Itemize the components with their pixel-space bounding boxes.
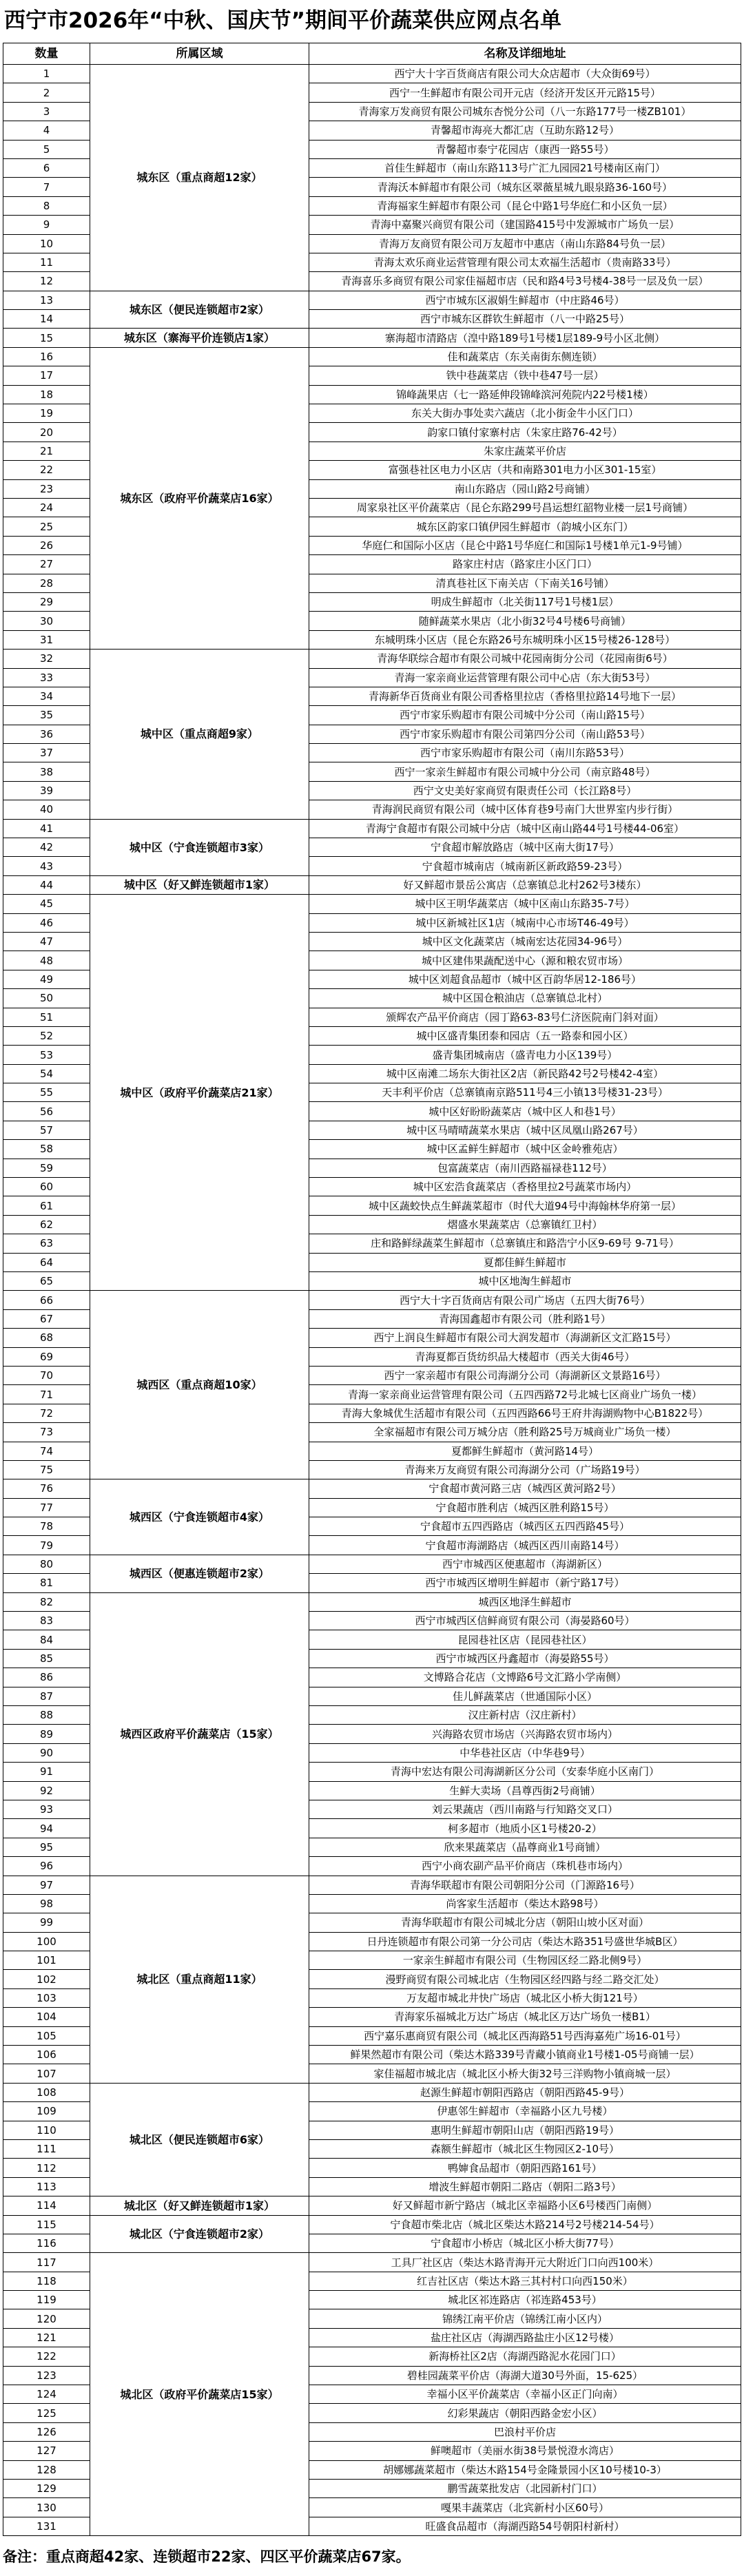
row-number: 28 (3, 574, 90, 593)
store-name-address: 西宁市城东区淑娟生鲜超市（中庄路46号） (309, 291, 741, 310)
store-name-address: 青海家万发商贸有限公司城东杏悦分公司（八一东路177号一楼ZB101） (309, 103, 741, 121)
store-name-address: 韵家口镇付家寨村店（朱家庄路76-42号） (309, 423, 741, 442)
store-name-address: 城中区南滩二场东大街社区2店（新民路42号2号楼42-4室） (309, 1065, 741, 1083)
row-number: 19 (3, 404, 90, 423)
row-number: 47 (3, 933, 90, 951)
row-number: 58 (3, 1140, 90, 1159)
row-number: 46 (3, 914, 90, 933)
region-cell: 城北区（便民连锁超市6家） (90, 2084, 309, 2196)
store-name-address: 文博路合花店（文博路6号文汇路小学南侧） (309, 1668, 741, 1687)
row-number: 37 (3, 744, 90, 762)
store-name-address: 城中区好盼盼蔬菜店（城中区人和巷1号） (309, 1102, 741, 1121)
row-number: 98 (3, 1895, 90, 1913)
row-number: 24 (3, 499, 90, 517)
region-cell: 城东区（重点商超12家） (90, 65, 309, 291)
region-cell: 城北区（政府平价蔬菜店15家） (90, 2253, 309, 2536)
store-name-address: 鸭婶食品超市（朝阳西路161号） (309, 2159, 741, 2177)
row-number: 101 (3, 1951, 90, 1970)
store-name-address: 明成生鲜超市（北关街117号1号楼1层） (309, 593, 741, 612)
row-number: 122 (3, 2347, 90, 2366)
row-number: 106 (3, 2046, 90, 2064)
row-number: 15 (3, 329, 90, 347)
store-name-address: 青海万友商贸有限公司万友超市中惠店（南山东路84号负一层） (309, 235, 741, 253)
row-number: 87 (3, 1687, 90, 1706)
region-cell: 城西区（重点商超10家） (90, 1291, 309, 1479)
store-name-address: 碧桂园蔬菜平价店（海湖大道30号外面，15-625） (309, 2367, 741, 2385)
row-number: 35 (3, 706, 90, 725)
row-number: 125 (3, 2404, 90, 2422)
row-number: 20 (3, 423, 90, 442)
store-name-address: 青馨超市海亮大都汇店（互助东路12号） (309, 121, 741, 140)
store-name-address: 城中区宏浩食蔬菜店（香格里拉2号蔬菜市场内） (309, 1178, 741, 1196)
store-name-address: 寨海超市清路店（湟中路189号1号楼1层189-9号小区北侧） (309, 329, 741, 347)
region-cell: 城西区（宁食连锁超市4家） (90, 1479, 309, 1555)
row-number: 53 (3, 1046, 90, 1064)
row-number: 129 (3, 2480, 90, 2498)
store-name-address: 城中区孟鲜生鲜超市（城中区金岭雅苑店） (309, 1140, 741, 1159)
store-name-address: 庄和路鲜绿蔬菜生鲜超市（总寨镇庄和路浩宁小区9-69号 9-71号） (309, 1234, 741, 1253)
row-number: 94 (3, 1819, 90, 1838)
store-name-address: 青海大象城优生活超市有限公司（五四西路66号王府井海湖购物中心B1822号） (309, 1404, 741, 1423)
store-name-address: 西宁市城东区群钦生鲜超市（八一中路25号） (309, 310, 741, 329)
row-number: 38 (3, 762, 90, 781)
store-name-address: 夏都鲜生鲜超市（黄河路14号） (309, 1442, 741, 1461)
region-cell: 城西区政府平价蔬菜店（15家） (90, 1593, 309, 1876)
header-name-address: 名称及详细地址 (309, 43, 741, 65)
store-name-address: 青海沃本鲜超市有限公司（城东区翠薇星城九眼泉路36-160号） (309, 178, 741, 196)
store-name-address: 青海福家生鲜超市有限公司（昆仑中路1号华庭仁和小区负一层） (309, 197, 741, 216)
store-name-address: 西宁小商农副产品平价商店（珠机巷市场内） (309, 1857, 741, 1876)
row-number: 18 (3, 386, 90, 404)
store-name-address: 宁食超市城南店（城南新区新政路59-23号） (309, 857, 741, 875)
store-name-address: 宁食超市胜利店（城西区胜利路15号） (309, 1499, 741, 1517)
store-name-address: 宁食超市黄河路三店（城西区黄河路2号） (309, 1479, 741, 1498)
row-number: 8 (3, 197, 90, 216)
region-cell: 城北区（好又鲜连锁超市1家） (90, 2196, 309, 2215)
store-name-address: 欣来果蔬菜店（晶尊商业1号商铺） (309, 1838, 741, 1857)
store-name-address: 青海夏都百货纺织品大楼超市（西关大街46号） (309, 1348, 741, 1367)
row-number: 69 (3, 1348, 90, 1367)
row-number: 78 (3, 1517, 90, 1536)
row-number: 48 (3, 951, 90, 970)
store-name-address: 青海宁食超市有限公司城中分店（城中区南山路44号1号楼44-06室） (309, 820, 741, 838)
store-name-address: 城中区文化蔬菜店（城南宏达花园34-96号） (309, 933, 741, 951)
store-name-address: 城西区地泽生鲜超市 (309, 1593, 741, 1612)
store-name-address: 盐庄社区店（海湖西路盐庄小区12号楼） (309, 2329, 741, 2347)
row-number: 91 (3, 1763, 90, 1781)
row-number: 68 (3, 1329, 90, 1347)
store-name-address: 鹏雪蔬菜批发店（北园新村门口） (309, 2480, 741, 2498)
store-name-address: 尚客家生活超市（柴达木路98号） (309, 1895, 741, 1913)
row-number: 43 (3, 857, 90, 875)
row-number: 30 (3, 612, 90, 630)
store-name-address: 西宁大十字百货商店有限公司广场店（五四大街76号） (309, 1291, 741, 1309)
store-name-address: 惠明生鲜超市朝阳山店（朝阳西路19号） (309, 2121, 741, 2140)
region-cell: 城北区（重点商超11家） (90, 1876, 309, 2084)
region-cell: 城东区（寨海平价连锁店1家） (90, 329, 309, 347)
store-name-address: 西宁文史美好家商贸有限责任公司（长江路8号） (309, 782, 741, 800)
store-name-address: 朱家庄蔬菜平价店 (309, 442, 741, 461)
row-number: 108 (3, 2084, 90, 2102)
row-number: 112 (3, 2159, 90, 2177)
store-name-address: 青海家乐福城北万达广场店（城北区万达广场负一楼B1） (309, 2008, 741, 2026)
row-number: 120 (3, 2309, 90, 2328)
row-number: 4 (3, 121, 90, 140)
store-name-address: 清真巷社区下南关店（下南关16号铺） (309, 574, 741, 593)
row-number: 3 (3, 103, 90, 121)
store-name-address: 铁中巷蔬菜店（铁中巷47号一层） (309, 366, 741, 385)
store-name-address: 东城明珠小区店（昆仑东路26号东城明珠小区15号楼26-128号） (309, 631, 741, 650)
footnote: 备注：重点商超42家、连锁超市22家、四区平价蔬菜店67家。 (3, 2548, 411, 2565)
store-name-address: 东关大街办事处卖六蔬店（北小街金牛小区门口） (309, 404, 741, 423)
store-name-address: 城中区刘超食品超市（城中区百韵华居12-186号） (309, 970, 741, 989)
row-number: 89 (3, 1725, 90, 1743)
row-number: 72 (3, 1404, 90, 1423)
row-number: 6 (3, 159, 90, 178)
store-name-address: 城中区王明华蔬菜店（城中区南山东路35-7号） (309, 895, 741, 913)
row-number: 116 (3, 2234, 90, 2253)
row-number: 121 (3, 2329, 90, 2347)
row-number: 131 (3, 2517, 90, 2536)
row-number: 16 (3, 348, 90, 366)
row-number: 123 (3, 2367, 90, 2385)
row-number: 107 (3, 2064, 90, 2083)
store-name-address: 富强巷社区电力小区店（共和南路301电力小区301-15室） (309, 461, 741, 479)
store-name-address: 路家庄村店（路家庄小区门口） (309, 555, 741, 574)
row-number: 113 (3, 2178, 90, 2196)
row-number: 21 (3, 442, 90, 461)
store-name-address: 青海喜乐多商贸有限公司家佳福超市店（民和路4号3号楼4-38号一层及负一层） (309, 272, 741, 291)
row-number: 42 (3, 838, 90, 857)
store-name-address: 颁辉农产品平价商店（园丁路63-83号仁济医院南门斜对面） (309, 1008, 741, 1027)
row-number: 11 (3, 253, 90, 272)
store-name-address: 兴海路农贸市场店（兴海路农贸市场内） (309, 1725, 741, 1743)
store-name-address: 夏都佳鲜生鲜超市 (309, 1254, 741, 1272)
store-name-address: 城中区马晴晴蔬菜水果店（城中区凤凰山路267号） (309, 1121, 741, 1140)
row-number: 39 (3, 782, 90, 800)
store-name-address: 刘云果蔬店（西川南路与行知路交叉口） (309, 1800, 741, 1819)
row-number: 105 (3, 2027, 90, 2046)
row-number: 27 (3, 555, 90, 574)
row-number: 61 (3, 1196, 90, 1215)
row-number: 124 (3, 2385, 90, 2404)
row-number: 51 (3, 1008, 90, 1027)
store-name-address: 新海桥社区2店（海湖西路泥水花园门口） (309, 2347, 741, 2366)
region-cell: 城中区（好又鲜连锁超市1家） (90, 876, 309, 895)
store-name-address: 一家亲生鲜超市有限公司（生物园区经二路北侧9号） (309, 1951, 741, 1970)
row-number: 14 (3, 310, 90, 329)
store-name-address: 城中区地淘生鲜超市 (309, 1272, 741, 1291)
store-name-address: 青海一家亲商业运营管理有限公司中心店（东大街53号） (309, 669, 741, 687)
store-name-address: 城中区国仓粮油店（总寨镇总北村） (309, 989, 741, 1008)
row-number: 103 (3, 1989, 90, 2008)
store-name-address: 青海华联综合超市有限公司城中花园南街分公司（花园南街6号） (309, 650, 741, 668)
store-name-address: 幸福小区平价蔬菜店（幸福小区正门向南） (309, 2385, 741, 2404)
row-number: 86 (3, 1668, 90, 1687)
region-cell: 城东区（政府平价蔬菜店16家） (90, 348, 309, 650)
store-name-address: 佳和蔬菜店（东关南街东侧连锁） (309, 348, 741, 366)
row-number: 29 (3, 593, 90, 612)
row-number: 67 (3, 1310, 90, 1329)
row-number: 74 (3, 1442, 90, 1461)
row-number: 114 (3, 2196, 90, 2215)
row-number: 70 (3, 1367, 90, 1385)
row-number: 80 (3, 1555, 90, 1574)
row-number: 130 (3, 2498, 90, 2517)
row-number: 82 (3, 1593, 90, 1612)
store-name-address: 青海国鑫超市有限公司（胜利路1号） (309, 1310, 741, 1329)
store-name-address: 万友超市城北井快广场店（城北区小桥大街121号） (309, 1989, 741, 2008)
row-number: 115 (3, 2216, 90, 2234)
row-number: 22 (3, 461, 90, 479)
row-number: 33 (3, 669, 90, 687)
store-name-address: 青海华联超市有限公司朝阳分公司（门源路16号） (309, 1876, 741, 1895)
row-number: 40 (3, 800, 90, 819)
store-name-address: 工具厂社区店（柴达木路青海开元大附近门口向西100米） (309, 2253, 741, 2272)
store-name-address: 中华巷社区店（中华巷9号） (309, 1744, 741, 1763)
store-name-address: 西宁市城西区信鲜商贸有限公司（海晏路60号） (309, 1612, 741, 1630)
row-number: 41 (3, 820, 90, 838)
store-name-address: 青海太欢乐商业运营管理有限公司太欢福生活超市（贵南路33号） (309, 253, 741, 272)
store-name-address: 青海新华百货商业有限公司香格里拉店（香格里拉路14号地下一层） (309, 687, 741, 706)
store-name-address: 宁食超市五四西路店（城西区五四西路45号） (309, 1517, 741, 1536)
store-name-address: 青海一家亲商业运营管理有限公司（五四西路72号北城七区商业广场负一楼） (309, 1385, 741, 1404)
row-number: 17 (3, 366, 90, 385)
row-number: 55 (3, 1083, 90, 1102)
row-number: 127 (3, 2442, 90, 2460)
row-number: 77 (3, 1499, 90, 1517)
store-name-address: 增波生鲜超市朝阳二路店（朝阳二路3号） (309, 2178, 741, 2196)
row-number: 111 (3, 2140, 90, 2159)
row-number: 59 (3, 1159, 90, 1178)
store-name-address: 日丹连锁超市有限公司第一分公司店（柴达木路351号盛世华城B区） (309, 1933, 741, 1951)
row-number: 83 (3, 1612, 90, 1630)
row-number: 118 (3, 2272, 90, 2291)
store-name-address: 森额生鲜超市（城北区生物园区2-10号） (309, 2140, 741, 2159)
row-number: 32 (3, 650, 90, 668)
store-name-address: 西宁一家亲超市有限公司海湖分公司（海湖新区文景路16号） (309, 1367, 741, 1385)
store-name-address: 全家福超市有限公司万城分店（胜利路25号万城商业广场负一楼） (309, 1423, 741, 1442)
store-name-address: 好又鲜超市景岳公寓店（总寨镇总北村262号3楼东） (309, 876, 741, 895)
row-number: 85 (3, 1650, 90, 1668)
row-number: 50 (3, 989, 90, 1008)
store-name-address: 周家泉社区平价蔬菜店（昆仑东路299号昌运想红韶物业楼一层1号商铺） (309, 499, 741, 517)
row-number: 45 (3, 895, 90, 913)
store-name-address: 盛青集团城南店（盛青电力小区139号） (309, 1046, 741, 1064)
row-number: 71 (3, 1385, 90, 1404)
store-name-address: 西宁市家乐购超市有限公司（南川东路53号） (309, 744, 741, 762)
row-number: 25 (3, 517, 90, 536)
row-number: 97 (3, 1876, 90, 1895)
row-number: 65 (3, 1272, 90, 1291)
row-number: 126 (3, 2423, 90, 2442)
store-name-address: 旺盛食品超市（海湖西路54号朝阳村新村） (309, 2517, 741, 2536)
page-title: 西宁市2026年“中秋、国庆节”期间平价蔬菜供应网点名单 (4, 8, 562, 33)
row-number: 5 (3, 141, 90, 159)
store-name-address: 汉庄新村店（汉庄新村） (309, 1706, 741, 1725)
row-number: 26 (3, 537, 90, 555)
row-number: 36 (3, 725, 90, 744)
row-number: 9 (3, 216, 90, 234)
store-name-address: 宁食超市海湖路店（城西区西川南路14号） (309, 1536, 741, 1555)
store-name-address: 巴浪村平价店 (309, 2423, 741, 2442)
header-number: 数量 (3, 43, 90, 65)
store-name-address: 包富蔬菜店（南川西路福禄巷112号） (309, 1159, 741, 1178)
row-number: 49 (3, 970, 90, 989)
store-name-address: 城中区盛青集团泰和园店（五一路泰和园小区） (309, 1027, 741, 1046)
row-number: 128 (3, 2461, 90, 2480)
store-name-address: 天丰利平价店（总寨镇南京路511号4三小镇13号楼31-23号） (309, 1083, 741, 1102)
row-number: 73 (3, 1423, 90, 1442)
row-number: 88 (3, 1706, 90, 1725)
row-number: 79 (3, 1536, 90, 1555)
store-name-address: 伊惠邻生鲜超市（幸福路小区九号楼） (309, 2102, 741, 2121)
store-name-address: 锦峰蔬果店（七一路延伸段锦峰滨河苑院内22号楼1楼） (309, 386, 741, 404)
store-name-address: 宁食超市小桥店（城北区小桥大街77号） (309, 2234, 741, 2253)
store-name-address: 家佳福超市城北店（城北区小桥大街32号三洋购物小镇商城一层） (309, 2064, 741, 2083)
row-number: 109 (3, 2102, 90, 2121)
store-name-address: 西宁嘉乐惠商贸有限公司（城北区西海路51号西海嘉苑广场16-01号） (309, 2027, 741, 2046)
store-name-address: 鲜噢超市（美丽水街38号景悦澄水湾店） (309, 2442, 741, 2460)
region-cell: 城北区（宁食连锁超市2家） (90, 2216, 309, 2254)
row-number: 92 (3, 1782, 90, 1800)
store-name-address: 嘎果丰蔬菜店（北宾新村小区60号） (309, 2498, 741, 2517)
store-name-address: 生鲜大卖场（昌尊西街2号商铺） (309, 1782, 741, 1800)
row-number: 63 (3, 1234, 90, 1253)
store-name-address: 城中区建伟果蔬配送中心（源和粮农贸市场） (309, 951, 741, 970)
row-number: 99 (3, 1913, 90, 1932)
row-number: 119 (3, 2291, 90, 2309)
row-number: 23 (3, 480, 90, 499)
store-name-address: 熠盛水果蔬菜店（总寨镇红卫村） (309, 1216, 741, 1234)
store-name-address: 宁食超市解放路店（城中区南大街17号） (309, 838, 741, 857)
row-number: 93 (3, 1800, 90, 1819)
store-name-address: 青馨超市泰宁花园店（康西一路55号） (309, 141, 741, 159)
store-name-address: 鲜果然超市有限公司（柴达木路339号青藏小镇商业1号楼1-05号商铺一层） (309, 2046, 741, 2064)
store-name-address: 胡娜娜蔬菜超市（柴达木路154号金隆景园小区10号楼10-3） (309, 2461, 741, 2480)
row-number: 100 (3, 1933, 90, 1951)
store-name-address: 昆园巷社区店（昆园巷社区） (309, 1630, 741, 1649)
row-number: 90 (3, 1744, 90, 1763)
row-number: 62 (3, 1216, 90, 1234)
store-name-address: 青海来万友商贸有限公司海湖分公司（广场路19号） (309, 1461, 741, 1479)
row-number: 10 (3, 235, 90, 253)
row-number: 12 (3, 272, 90, 291)
row-number: 110 (3, 2121, 90, 2140)
row-number: 56 (3, 1102, 90, 1121)
row-number: 104 (3, 2008, 90, 2026)
store-name-address: 青海润民商贸有限公司（城中区体育巷9号南门大世界室内步行街） (309, 800, 741, 819)
store-name-address: 漫野商贸有限公司城北店（生物园区经四路与经二路交汇处） (309, 1970, 741, 1988)
store-name-address: 首佳生鲜超市（南山东路113号广汇九园园21号楼南区南门） (309, 159, 741, 178)
region-cell: 城中区（宁食连锁超市3家） (90, 820, 309, 876)
row-number: 57 (3, 1121, 90, 1140)
row-number: 1 (3, 65, 90, 83)
store-name-address: 西宁市家乐购超市有限公司第四分公司（南山路53号） (309, 725, 741, 744)
store-name-address: 柯多超市（地质小区1号楼20-2） (309, 1819, 741, 1838)
row-number: 76 (3, 1479, 90, 1498)
row-number: 64 (3, 1254, 90, 1272)
store-name-address: 西宁一生鲜超市有限公司开元店（经济开发区开元路15号） (309, 83, 741, 102)
store-name-address: 红吉社区店（柴达木路三其村村口向西150米） (309, 2272, 741, 2291)
row-number: 34 (3, 687, 90, 706)
store-name-address: 城北区祁连路店（祁连路453号） (309, 2291, 741, 2309)
store-name-address: 西宁市家乐购超市有限公司城中分公司（南山路15号） (309, 706, 741, 725)
row-number: 44 (3, 876, 90, 895)
row-number: 95 (3, 1838, 90, 1857)
store-name-address: 青海中宏达有限公司海湖新区分公司（安泰华庭小区南门） (309, 1763, 741, 1781)
store-name-address: 城中区蔬蛟快点生鲜蔬菜超市（时代大道94号中海翰林华府第一层） (309, 1196, 741, 1215)
row-number: 54 (3, 1065, 90, 1083)
row-number: 96 (3, 1857, 90, 1876)
row-number: 52 (3, 1027, 90, 1046)
store-name-address: 西宁一家亲生鲜超市有限公司城中分公司（南京路48号） (309, 762, 741, 781)
region-cell: 城西区（便惠连锁超市2家） (90, 1555, 309, 1593)
row-number: 102 (3, 1970, 90, 1988)
region-cell: 城中区（重点商超9家） (90, 650, 309, 820)
store-name-address: 城东区韵家口镇伊园生鲜超市（韵城小区东门） (309, 517, 741, 536)
store-name-address: 宁食超市柴北店（城北区柴达木路214号2号楼214-54号） (309, 2216, 741, 2234)
store-name-address: 城中区新城社区1店（城南中心市场T46-49号） (309, 914, 741, 933)
region-cell: 城中区（政府平价蔬菜店21家） (90, 895, 309, 1291)
row-number: 60 (3, 1178, 90, 1196)
row-number: 31 (3, 631, 90, 650)
row-number: 13 (3, 291, 90, 310)
store-name-address: 随鲜蔬菜水果店（北小街32号4号楼6号商铺） (309, 612, 741, 630)
store-name-address: 佳儿鲜蔬菜店（世通国际小区） (309, 1687, 741, 1706)
header-region: 所属区域 (90, 43, 309, 65)
store-name-address: 幻彩果蔬店（朝阳西路金宏小区） (309, 2404, 741, 2422)
store-name-address: 华庭仁和国际小区店（昆仑中路1号华庭仁和国际1号楼1单元1-9号铺） (309, 537, 741, 555)
store-name-address: 西宁大十字百货商店有限公司大众店超市（大众街69号） (309, 65, 741, 83)
region-cell: 城东区（便民连锁超市2家） (90, 291, 309, 329)
row-number: 117 (3, 2253, 90, 2272)
store-name-address: 锦绣江南平价店（锦绣江南小区内） (309, 2309, 741, 2328)
row-number: 81 (3, 1574, 90, 1592)
store-name-address: 南山东路店（园山路2号商铺） (309, 480, 741, 499)
store-name-address: 西宁市城西区便惠超市（海湖新区） (309, 1555, 741, 1574)
store-name-address: 赵源生鲜超市朝阳西路店（朝阳西路45-9号） (309, 2084, 741, 2102)
store-name-address: 西宁市城西区丹鑫超市（海晏路55号） (309, 1650, 741, 1668)
store-name-address: 好又鲜超市新宁路店（城北区幸福路小区6号楼西门南侧） (309, 2196, 741, 2215)
store-table (3, 43, 741, 2536)
row-number: 66 (3, 1291, 90, 1309)
row-number: 2 (3, 83, 90, 102)
store-name-address: 青海华联超市有限公司城北分店（朝阳山坡小区对面） (309, 1913, 741, 1932)
store-name-address: 青海中嘉聚兴商贸有限公司（建国路415号中发源城市广场负一层） (309, 216, 741, 234)
row-number: 84 (3, 1630, 90, 1649)
row-number: 75 (3, 1461, 90, 1479)
store-name-address: 西宁市城西区增明生鲜超市（新宁路17号） (309, 1574, 741, 1592)
row-number: 7 (3, 178, 90, 196)
store-name-address: 西宁上润良生鲜超市有限公司大润发超市（海湖新区文汇路15号） (309, 1329, 741, 1347)
